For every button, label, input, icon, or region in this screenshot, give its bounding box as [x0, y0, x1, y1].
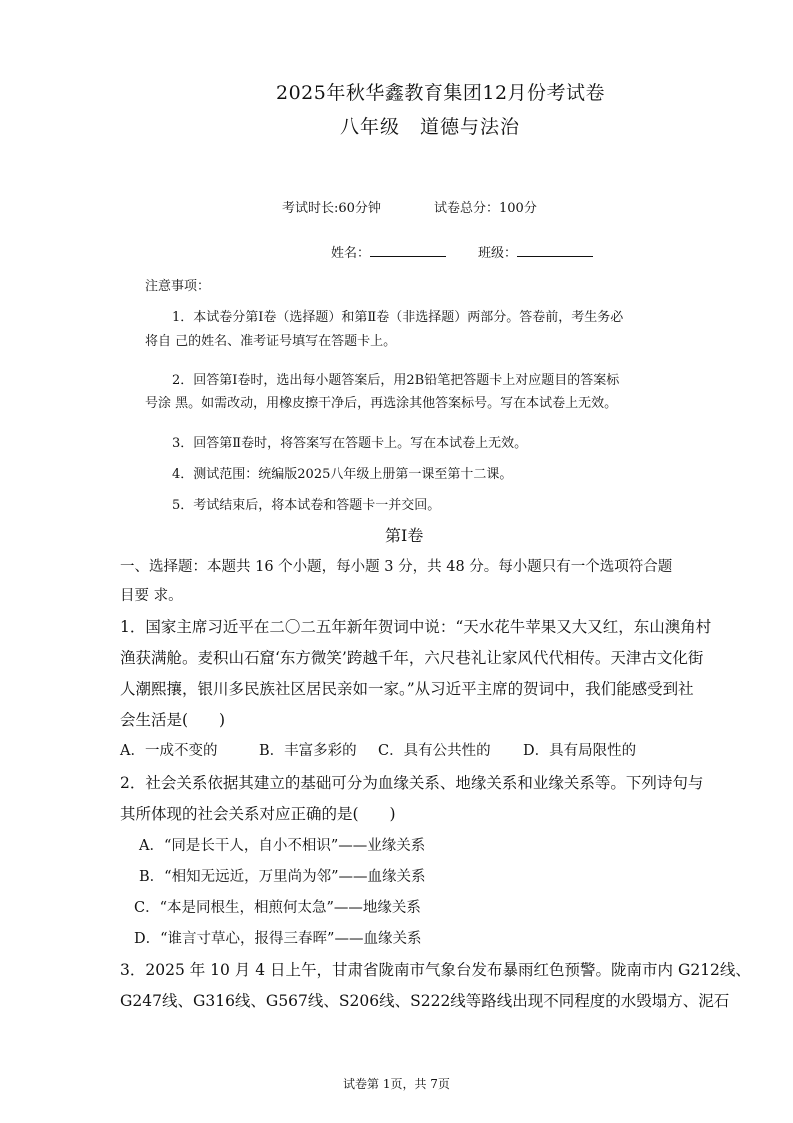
- q2-option-b: B．“相知无远近，万里尚为邻”——血缘关系: [139, 869, 426, 885]
- q1-line-3: 人潮熙攘，银川多民族社区居民亲如一家。”从习近平主席的贺词中，我们能感受到社: [120, 680, 694, 698]
- exam-subtitle: 八年级 道德与法治: [340, 116, 521, 138]
- q2-line-1: 2．社会关系依据其建立的基础可分为血缘关系、地缘关系和业缘关系等。下列诗句与: [120, 774, 704, 792]
- q1-line-1: 1．国家主席习近平在二〇二五年新年贺词中说：“天水花牛苹果又大又红，东山澳角村: [120, 618, 712, 636]
- exam-total-score: 试卷总分：100分: [434, 201, 537, 216]
- name-label: 姓名：: [331, 246, 371, 261]
- notice-item-2-line-1: 2．回答第Ⅰ卷时，选出每小题答案后，用2B铅笔把答题卡上对应题目的答案标: [172, 373, 620, 388]
- q2-option-d: D．“谁言寸草心，报得三春晖”——血缘关系: [134, 931, 422, 947]
- class-label: 班级：: [478, 246, 518, 261]
- class-field: [478, 242, 593, 261]
- notice-item-2-line-2: 号涂 黑。如需改动，用橡皮擦干净后，再选涂其他答案标号。写在本试卷上无效。: [145, 396, 618, 411]
- page-footer: 试卷第 1页，共 7页: [343, 1077, 450, 1091]
- notice-item-1-line-1: 1．本试卷分第Ⅰ卷（选择题）和第Ⅱ卷（非选择题）两部分。答卷前，考生务必: [172, 310, 624, 325]
- q1-option-c: C．具有公共性的: [378, 743, 491, 759]
- notice-item-3: 3．回答第Ⅱ卷时，将答案写在答题卡上。写在本试卷上无效。: [172, 436, 528, 451]
- section-intro-line-2: 目要 求。: [120, 588, 183, 604]
- notice-item-4: 4．测试范围：统编版2025八年级上册第一课至第十二课。: [172, 467, 513, 482]
- notice-item-5: 5．考试结束后，将本试卷和答题卡一并交回。: [172, 498, 441, 513]
- name-field: [331, 242, 446, 261]
- q1-option-d: D．具有局限性的: [523, 743, 637, 759]
- section-heading: 第Ⅰ卷: [385, 526, 424, 545]
- q2-option-c: C．“本是同根生，相煎何太急”——地缘关系: [134, 900, 421, 916]
- q1-line-4: 会生活是( ): [120, 711, 226, 729]
- q2-line-2: 其所体现的社会关系对应正确的是( ): [120, 805, 396, 823]
- exam-title: 2025年秋华鑫教育集团12月份考试卷: [276, 82, 606, 104]
- q2-option-a: A．“同是长干人，自小不相识”——业缘关系: [139, 838, 426, 854]
- notice-heading: 注意事项：: [145, 279, 211, 294]
- section-intro-line-1: 一、选择题：本题共 16 个小题，每小题 3 分，共 48 分。每小题只有一个选项符合题: [120, 559, 673, 575]
- q3-line-1: 3．2025 年 10 月 4 日上午，甘肃省陇南市气象台发布暴雨红色预警。陇南市内 G212线、: [120, 961, 751, 979]
- q1-line-2: 渔获满舱。麦积山石窟‘东方微笑’跨越千年，六尺巷礼让家风代代相传。天津古文化街: [120, 649, 704, 667]
- q1-option-a: A．一成不变的: [120, 743, 218, 759]
- class-blank: [517, 243, 593, 257]
- q3-line-2: G247线、G316线、G567线、S206线、S222线等路线出现不同程度的水毁塌方、泥石: [120, 992, 730, 1010]
- exam-duration: 考试时长:60分钟: [282, 201, 381, 216]
- name-blank: [370, 243, 446, 257]
- q1-option-b: B．丰富多彩的: [259, 743, 357, 759]
- notice-item-1-line-2: 将自 己的姓名、准考证号填写在答题卡上。: [145, 334, 397, 349]
